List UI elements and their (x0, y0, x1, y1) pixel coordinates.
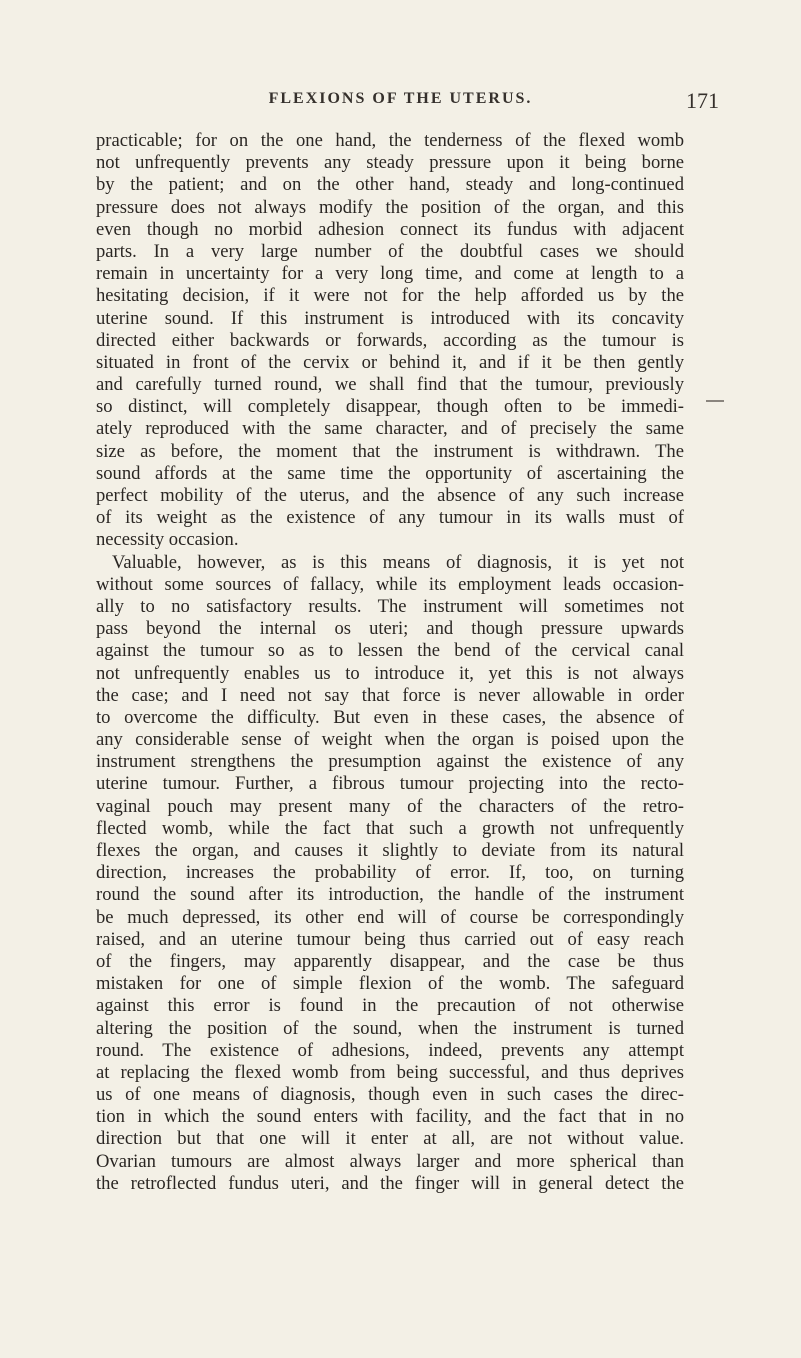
text-line: flexes the organ, and causes it slightly to deviate from its natural (96, 840, 684, 861)
text-line: us of one means of diagnosis, though even in such cases the direc- (96, 1084, 684, 1106)
text-line: against the tumour so as to lessen the bend of the cervical canal (96, 640, 684, 662)
text-line: without some sources of fallacy, while its employment leads occasion- (96, 573, 684, 595)
text-line: not unfrequently enables us to introduce it, yet this is not always (96, 662, 684, 684)
text-line: instrument strengthens the presumption against the existence of any (96, 751, 684, 773)
text-line: pass beyond the internal os uteri; and though pressure upwards (96, 618, 684, 640)
text-line: vaginal pouch may present many of the characters of the retro- (96, 795, 684, 817)
text-line: tion in which the sound enters with facility, and the fact that in no (96, 1106, 684, 1128)
text-line: ally to no satisfactory results. The instrument will sometimes not (96, 595, 684, 617)
text-line: the case; and I need not say that force is never allowable in order (96, 684, 684, 706)
text-line: Valuable, however, as is this means of diagnosis, it is yet not (112, 551, 684, 573)
text-line: direction, increases the probability of error. If, too, on turning (96, 862, 684, 884)
text-line: at replacing the flexed womb from being successful, and thus deprives (96, 1061, 684, 1083)
paragraph-2 (96, 552, 684, 1195)
text-line: of its weight as the existence of any tumour in its walls must of (96, 507, 684, 529)
text-line: any considerable sense of weight when the organ is poised upon the (96, 729, 684, 751)
text-line: perfect mobility of the uterus, and the absence of any such increase (96, 485, 684, 506)
margin-mark (706, 400, 724, 402)
text-line: altering the position of the sound, when the instrument is turned (96, 1017, 684, 1039)
text-line: directed either backwards or forwards, according as the tumour is (96, 329, 684, 351)
running-title: FLEXIONS OF THE UTERUS. (268, 90, 533, 107)
text-line: the retroflected fundus uteri, and the finger will in general detect the (96, 1172, 684, 1194)
text-line: be much depressed, its other end will of course be correspondingly (96, 906, 684, 928)
running-head (0, 88, 801, 118)
text-line: not unfrequently prevents any steady pressure upon it being borne (96, 152, 684, 174)
body-text (96, 130, 684, 1195)
text-line: against this error is found in the precaution of not otherwise (96, 995, 684, 1017)
text-line: and carefully turned round, we shall find that the tumour, previously (96, 374, 684, 396)
paragraph-1 (96, 130, 684, 552)
text-line: by the patient; and on the other hand, steady and long-continued (96, 174, 684, 196)
text-line: raised, and an uterine tumour being thus carried out of easy reach (96, 928, 684, 950)
text-line: uterine tumour. Further, a fibrous tumour projecting into the recto- (96, 773, 684, 795)
text-line: sound affords at the same time the opportunity of ascertaining the (96, 462, 684, 484)
text-line: pressure does not always modify the position of the organ, and this (96, 196, 684, 218)
text-line: practicable; for on the one hand, the tenderness of the flexed womb (96, 130, 684, 151)
text-line: situated in front of the cervix or behind it, and if it be then gently (96, 351, 684, 373)
text-line: to overcome the difficulty. But even in these cases, the absence of (96, 706, 684, 728)
text-line: round. The existence of adhesions, indeed, prevents any attempt (96, 1039, 684, 1061)
text-line: size as before, the moment that the instrument is withdrawn. The (96, 440, 684, 462)
text-line: parts. In a very large number of the doubtful cases we should (96, 240, 684, 262)
text-line: even though no morbid adhesion connect its fundus with adjacent (96, 218, 684, 240)
page-number: 171 (686, 88, 719, 113)
text-line: ately reproduced with the same character, and of precisely the same (96, 418, 684, 440)
text-line: hesitating decision, if it were not for the help afforded us by the (96, 285, 684, 307)
text-line: remain in uncertainty for a very long time, and come at length to a (96, 263, 684, 285)
text-line: mistaken for one of simple flexion of the womb. The safeguard (96, 973, 684, 995)
text-line: flected womb, while the fact that such a growth not unfrequently (96, 817, 684, 839)
text-line: uterine sound. If this instrument is introduced with its concavity (96, 307, 684, 329)
text-line: round the sound after its introduction, the handle of the instrument (96, 884, 684, 906)
text-line: Ovarian tumours are almost always larger and more spherical than (96, 1150, 684, 1172)
text-line: necessity occasion. (96, 529, 239, 551)
text-line: of the fingers, may apparently disappear, and the case be thus (96, 950, 684, 972)
text-line: so distinct, will completely disappear, though often to be immedi- (96, 396, 684, 418)
text-line: direction but that one will it enter at all, are not without value. (96, 1128, 684, 1150)
